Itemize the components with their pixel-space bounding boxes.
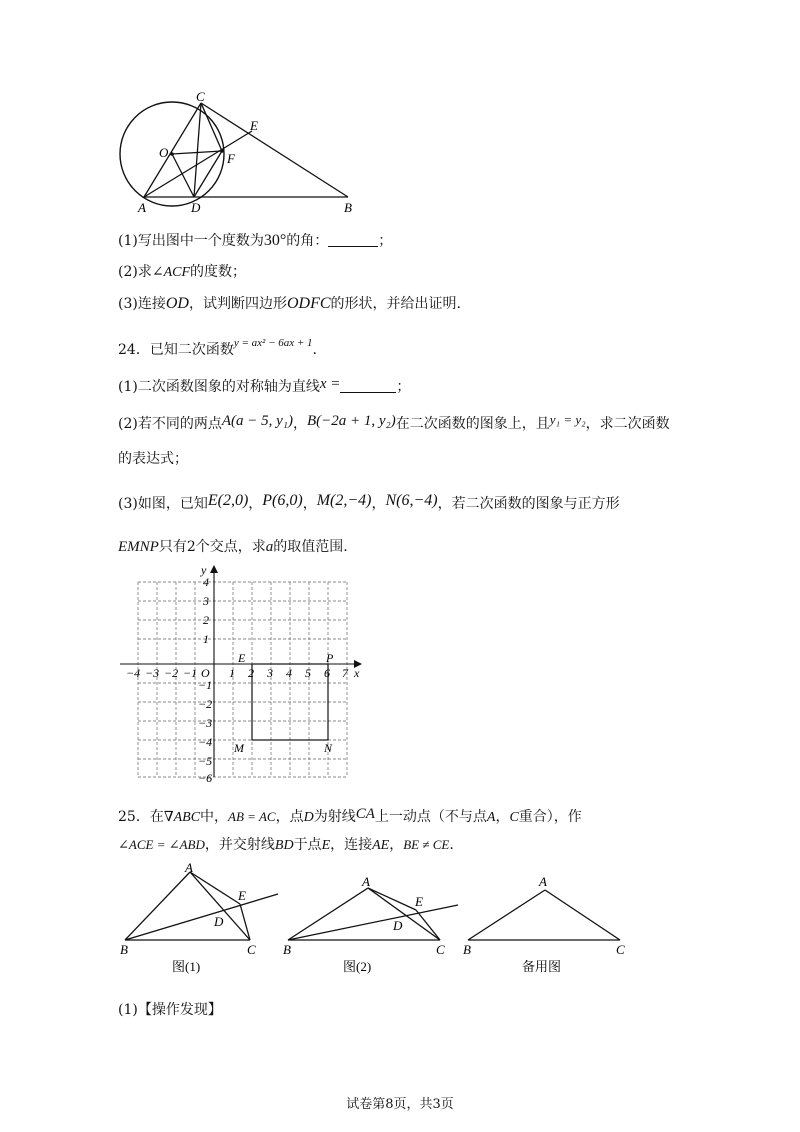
point-p-label: P (326, 651, 334, 665)
fig1-label-d: D (214, 914, 224, 929)
point-m-label: M (234, 741, 244, 755)
circle-triangle-figure (110, 88, 370, 218)
answer-blank[interactable] (328, 232, 378, 247)
function-expr: y = ax² − 6ax + 1 (233, 337, 313, 349)
x-tick: 3 (267, 666, 273, 680)
x-tick: 4 (286, 666, 292, 680)
x-tick: 5 (305, 666, 311, 680)
y-tick: 4 (203, 575, 209, 589)
q24-stem: 24．已知二次函数$^{y = ax^2 - 6ax + 1}$. (118, 337, 317, 358)
fig3-label-a: A (539, 874, 547, 889)
y-tick: 1 (203, 632, 209, 646)
q24-part3: (3)如图，已知E(2,0)，P(6,0)，M(2,−4)，N(6,−4)，若二次函数的图象与正方形 (118, 492, 620, 512)
y-tick: −5 (198, 754, 213, 768)
fig2-label-c: C (436, 942, 445, 957)
x-tick: −2 (164, 666, 179, 680)
y-tick: 2 (203, 613, 209, 627)
y-tick: −6 (198, 771, 213, 785)
y-axis-arrow (210, 565, 218, 573)
x-axis-label: x (354, 666, 360, 680)
y-axis-label: y (201, 563, 207, 577)
x-tick: −1 (183, 666, 198, 680)
y-tick: −3 (198, 716, 213, 730)
fig3-label-b: B (463, 942, 471, 957)
label-o: O (159, 145, 169, 160)
q25-stem-line1: 25．在∇ABC中，AB = AC，点D为射线CA上一动点（不与点A，C重合），作 (118, 806, 582, 825)
caption-fig1: 图(1) (172, 959, 201, 974)
x-tick: 6 (324, 666, 330, 680)
fig1-label-c: C (247, 942, 256, 957)
q23-part2: (2)求∠ACF的度数； (118, 264, 247, 280)
q25-part1: (1)【操作发现】 (118, 1002, 222, 1018)
q24-part3-line2: EMNP只有2个交点，求a的取值范围. (118, 539, 348, 555)
x-tick: 1 (229, 666, 235, 680)
fig2-label-d: D (393, 918, 403, 933)
y-tick: −4 (198, 735, 213, 749)
segment-ac (144, 103, 201, 197)
label-e: E (250, 118, 258, 133)
fig1-label-b: B (120, 942, 128, 957)
caption-fig2: 图(2) (343, 959, 372, 974)
q25-figures (110, 860, 650, 980)
y-tick: −2 (198, 697, 213, 711)
fig2-label-e: E (415, 894, 423, 909)
q24-part1: (1)二次函数图象的对称轴为直线x = ； (118, 376, 411, 395)
q25-stem-line2: ∠ACE = ∠ABD，并交射线BD于点E，连接AE，BE ≠ CE. (118, 837, 454, 853)
origin-label: O (201, 666, 210, 680)
q23-part1: (1)写出图中一个度数为30°的角： ； (118, 232, 393, 249)
q23-part3: (3)连接OD，试判断四边形ODFC的形状，并给出证明. (118, 295, 461, 312)
point-e-label: E (238, 651, 246, 665)
x-tick: −4 (126, 666, 141, 680)
q24-part2: (2)若不同的两点A(a − 5, y₁)，B(−2a + 1, y₂)在二次函数的图象上，且y₁ = y₂，求二次函数 (118, 412, 670, 432)
caption-fig3: 备用图 (522, 959, 562, 974)
point-n-label: N (324, 741, 333, 755)
y-tick: 3 (203, 594, 209, 608)
fig1-label-a: A (185, 860, 193, 875)
segment-od (172, 154, 194, 197)
x-tick: −3 (145, 666, 160, 680)
segment-cd (194, 103, 201, 197)
angle-value: 30° (263, 232, 287, 249)
label-a: A (138, 200, 146, 215)
fig1-label-e: E (238, 888, 246, 903)
fig2-label-b: B (283, 942, 291, 957)
fig2-label-a: A (362, 874, 370, 889)
label-d: D (191, 200, 201, 215)
x-tick: 7 (342, 666, 348, 680)
x-tick: 2 (248, 666, 254, 680)
fig3-label-c: C (616, 942, 625, 957)
page-footer: 试卷第8页，共3页 (346, 1097, 454, 1112)
q24-part2-line2: 的表达式； (118, 451, 188, 467)
label-b: B (344, 200, 352, 215)
label-f: F (227, 151, 235, 166)
y-tick: −1 (198, 678, 213, 692)
coordinate-grid (110, 560, 370, 790)
answer-blank[interactable] (340, 378, 396, 393)
label-c: C (196, 89, 205, 104)
